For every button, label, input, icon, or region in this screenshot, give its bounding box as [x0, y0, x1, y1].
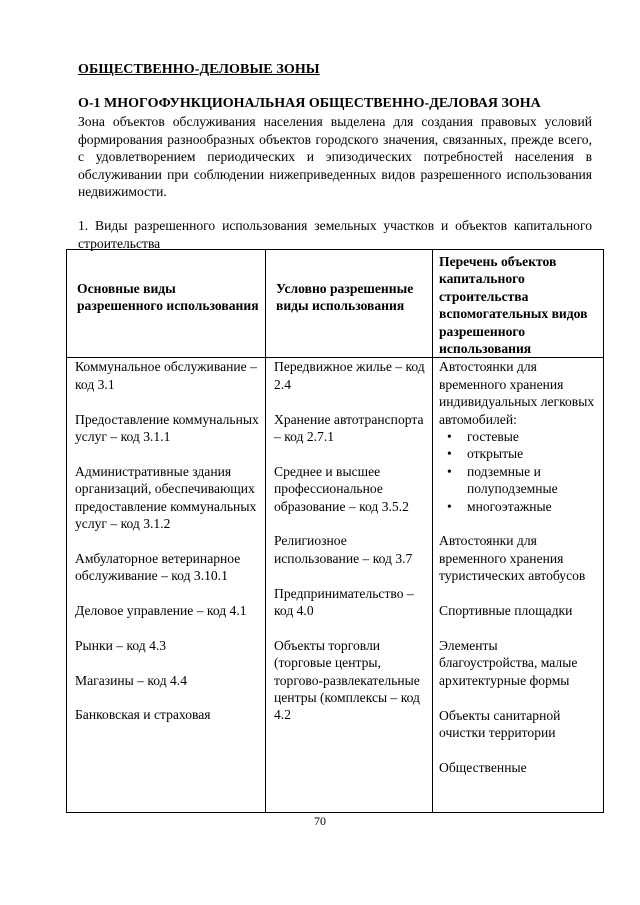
list-item: Хранение автотранспорта – код 2.7.1	[274, 411, 424, 445]
list-item: Магазины – код 4.4	[75, 672, 188, 688]
list-item: Передвижное жилье – код 2.4	[274, 359, 425, 392]
list-item: Предпринимательство – код 4.0	[274, 585, 414, 619]
list-item: Коммунальное обслуживание – код 3.1	[75, 359, 257, 392]
list-item: Рынки – код 4.3	[75, 637, 167, 653]
conditional-uses-cell	[266, 358, 433, 813]
list-item: • многоэтажные	[467, 498, 599, 515]
list-item: • открытые	[467, 445, 599, 462]
list-item: Объекты торговли (торговые центры, торгово-развлекательные центры (комплексы – код 4.2	[274, 637, 420, 723]
list-item: Деловое управление – код 4.1	[75, 603, 247, 619]
list-item: Среднее и высшее профессиональное образование – код 3.5.2	[274, 463, 409, 514]
header-conditional-uses: Условно разрешенные виды использования	[266, 250, 433, 358]
list-item: Спортивные площадки	[439, 603, 573, 619]
list-item: Объекты санитарной очистки территории	[439, 707, 561, 740]
section-title: ОБЩЕСТВЕННО-ДЕЛОВЫЕ ЗОНЫ	[78, 62, 320, 77]
header-main-uses: Основные виды разрешенного использования	[67, 250, 266, 358]
list-item: Административные здания организаций, обеспечивающих предоставление коммунальных услуг – код 3.1.2	[75, 463, 257, 532]
table-header-row	[67, 250, 604, 358]
list-item: • гостевые	[467, 428, 599, 445]
list-item: Амбулаторное ветеринарное обслуживание – код 3.10.1	[75, 550, 241, 584]
list-intro: 1. Виды разрешенного использования земельных участков и объектов капитального строительства	[78, 218, 592, 251]
zone-description: Зона объектов обслуживания населения выделена для создания правовых условий формирования разнообразных объектов городского значения, связанных, прежде всего, с удовлетворением периодических и эпизодических потребностей населения в обслуживании при соблюдении нижеприведенных видов разрешенного использования недвижимости.	[78, 114, 592, 200]
list-item: Элементы благоустройства, малые архитектурные формы	[439, 637, 578, 688]
permitted-uses-table	[66, 249, 604, 813]
list-item: Автостоянки для временного хранения туристических автобусов	[439, 533, 586, 584]
auxiliary-objects-cell	[433, 358, 604, 813]
zone-heading: О-1 МНОГОФУНКЦИОНАЛЬНАЯ ОБЩЕСТВЕННО-ДЕЛОВАЯ ЗОНА	[78, 96, 541, 111]
header-auxiliary-objects: Перечень объектов капитального строительства вспомогательных видов разрешенного использования	[433, 250, 604, 358]
list-item: Религиозное использование – код 3.7	[274, 533, 413, 566]
list-item: Общественные	[439, 759, 527, 775]
list-item: Предоставление коммунальных услуг – код 3.1.1	[75, 411, 259, 445]
main-uses-cell	[67, 358, 266, 813]
parking-types-list	[439, 428, 599, 515]
list-item: Банковская и страховая	[75, 707, 211, 723]
parking-intro: Автостоянки для временного хранения индивидуальных легковых автомобилей:	[439, 359, 595, 427]
table-body-row	[67, 358, 604, 813]
page-number: 70	[314, 814, 326, 828]
list-item: • подземные и полуподземные	[467, 463, 599, 498]
